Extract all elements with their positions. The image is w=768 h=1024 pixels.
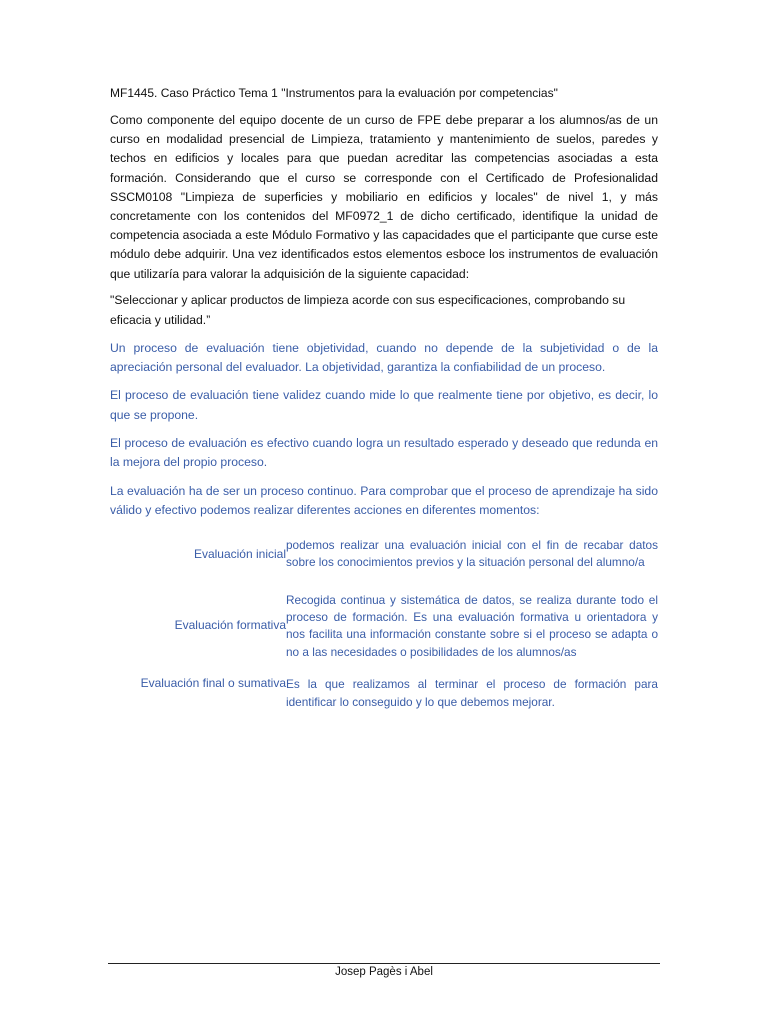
document-page: [110, 84, 658, 711]
assignment-statement: Como componente del equipo docente de un curso de FPE debe preparar a los alumnos/as de un curso en modalidad presencial de Limpieza, tratamiento y mantenimiento de suelos, paredes y techos en edificios y locales para que puedan acreditar las competencias asociadas a esta formación. Considerando que el curso se corresponde con el Certificado de Profesionalidad SSCM0108 "Limpieza de superficies y mobiliario en edificios y locales" de nivel 1, y más concretamente con los contenidos del MF0972_1 de dicho certificado, identifique la unidad de competencia asociada a este Módulo Formativo y las capacidades que el participante que curse este módulo debe adquirir. Una vez identificados estos elementos esboce los instrumentos de evaluación que utilizaría para valorar la adquisición de la siguiente capacidad:: [110, 113, 658, 281]
answer-paragraph-objectivity: Un proceso de evaluación tiene objetividad, cuando no depende de la subjetividad o de la apreciación personal del evaluador. La objetividad, garantiza la confiabilidad de un proceso.: [110, 340, 658, 375]
answer-paragraph-effectiveness: El proceso de evaluación es efectivo cuando logra un resultado esperado y deseado que redunda en la mejora del propio proceso.: [110, 436, 658, 470]
table-row: [110, 581, 658, 669]
evaluation-type-label: Evaluación inicial: [193, 547, 286, 562]
evaluation-type-label: Evaluación formativa: [174, 618, 286, 633]
footer-author: Josep Pagès i Abel: [335, 966, 433, 978]
answer-paragraph-validity: El proceso de evaluación tiene validez cuando mide lo que realmente tiene por objetivo, es decir, lo que se propone.: [110, 388, 658, 422]
answer-paragraph-continuity: La evaluación ha de ser un proceso continuo. Para comprobar que el proceso de aprendizaje ha sido válido y efectivo podemos realizar diferentes acciones en diferentes momentos:: [110, 483, 658, 517]
evaluation-type-description: Recogida continua y sistemática de datos, se realiza durante todo el proceso de formación. Es una evaluación formativa u orientadora y nos facilita una información constante sobre si el proceso se adapta o no a las necesidades o posibilidades de los alumnos/as: [286, 592, 658, 659]
table-row: [110, 527, 658, 581]
evaluation-type-description: Es la que realizamos al terminar el proceso de formación para identificar lo conseguido y lo que debemos mejorar.: [286, 677, 658, 709]
evaluation-type-description: podemos realizar una evaluación inicial con el fin de recabar datos sobre los conocimientos previos y la situación personal del alumno/a: [286, 537, 658, 570]
capacity-quote: "Seleccionar y aplicar productos de limpieza acorde con sus especificaciones, comprobando su eficacia y utilidad.”: [110, 292, 626, 327]
footer-divider: [108, 963, 660, 964]
document-title: MF1445. Caso Práctico Tema 1 "Instrumentos para la evaluación por competencias": [110, 86, 558, 100]
evaluation-type-label: Evaluación final o sumativa: [140, 676, 286, 691]
table-row: [110, 669, 658, 711]
evaluation-types-table: [110, 527, 658, 711]
